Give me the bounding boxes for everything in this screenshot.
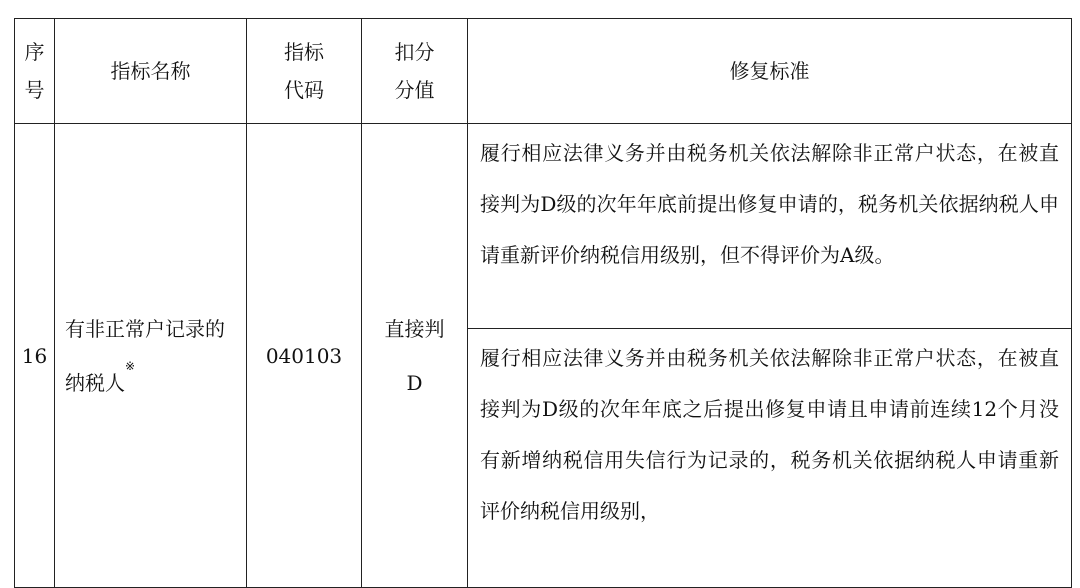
row-score: 直接判D xyxy=(362,124,468,588)
row-indicator-code: 040103 xyxy=(247,124,362,588)
repair-standard-1: 履行相应法律义务并由税务机关依法解除非正常户状态，在被直接判为D级的次年年底前提出修复申请的，税务机关依据纳税人申请重新评价纳税信用级别，但不得评价为A级。 xyxy=(468,124,1072,329)
table-row xyxy=(15,124,1072,329)
header-score: 扣分分值 xyxy=(362,19,468,124)
note-mark: ※ xyxy=(125,358,136,373)
credit-repair-table xyxy=(14,18,1072,588)
header-name: 指标名称 xyxy=(55,19,247,124)
header-seq: 序号 xyxy=(15,19,55,124)
header-code: 指标代码 xyxy=(247,19,362,124)
header-row xyxy=(15,19,1072,124)
repair-standard-2: 履行相应法律义务并由税务机关依法解除非正常户状态，在被直接判为D级的次年年底之后提出修复申请且申请前连续12个月没有新增纳税信用失信行为记录的，税务机关依据纳税人申请重新评价纳税信用级别， xyxy=(468,329,1072,588)
header-standard: 修复标准 xyxy=(468,19,1072,124)
row-indicator-name: 有非正常户记录的纳税人※ xyxy=(55,124,247,588)
row-seq: 16 xyxy=(15,124,55,588)
